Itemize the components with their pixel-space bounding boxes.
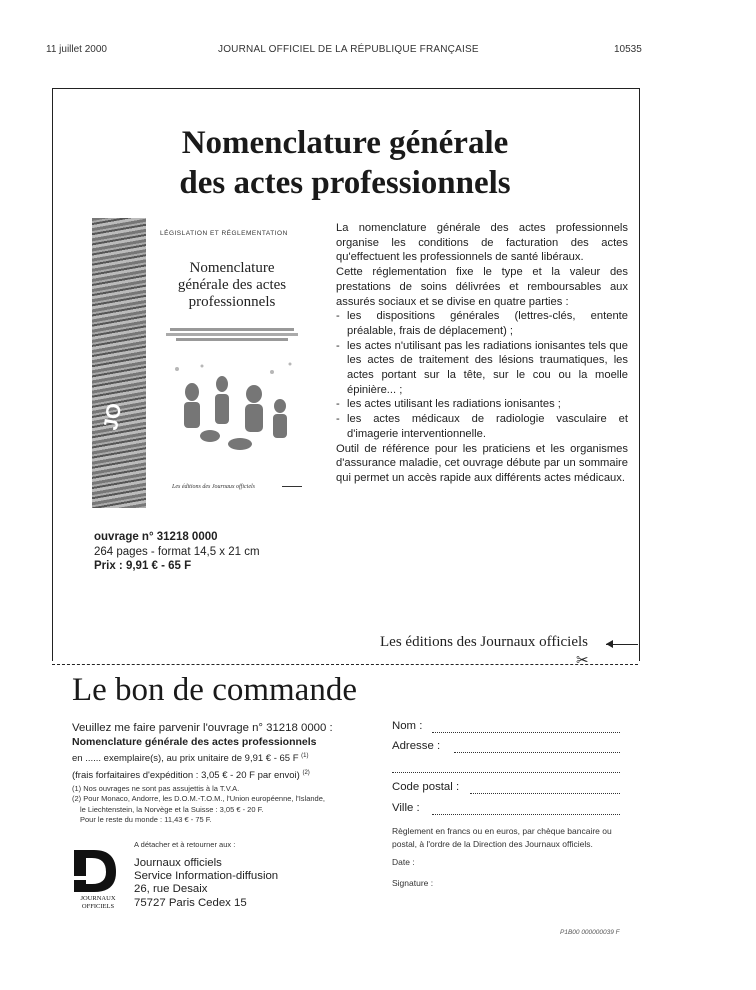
nom-field[interactable]	[432, 722, 620, 733]
editions-signature: Les éditions des Journaux officiels	[380, 634, 589, 650]
header-journal-title: JOURNAL OFFICIEL DE LA RÉPUBLIQUE FRANÇAISE	[218, 44, 479, 55]
svg-text:OFFICIELS: OFFICIELS	[81, 903, 115, 910]
quantity-footnote: (1)	[301, 753, 309, 759]
list-item: - les dispositions générales (lettres-clés, entente préalable, frais de déplacement) ;	[336, 309, 628, 338]
book-spine	[92, 218, 146, 508]
nom-label: Nom :	[392, 720, 423, 732]
adresse-field-line2[interactable]	[392, 762, 620, 773]
cover-illustration	[162, 354, 302, 459]
spine-text: JO	[100, 401, 127, 432]
cover-title-line3: professionnels	[188, 294, 276, 310]
order-book-title: Nomenclature générale des actes professionnels	[72, 736, 317, 748]
shipping-footnote: (2)	[302, 770, 310, 777]
adresse-field[interactable]	[454, 742, 620, 753]
note-2a: (2) Pour Monaco, Andorre, les D.O.M.-T.O.M., l'Union européenne, l'Islande,	[72, 794, 325, 804]
header-page-number: 10535	[614, 44, 642, 55]
address-line1: Journaux officiels	[134, 857, 222, 869]
arrow-left-icon	[606, 640, 613, 648]
cut-line	[52, 664, 638, 665]
return-address	[134, 857, 278, 910]
cover-heading: LÉGISLATION ET RÉGLEMENTATION	[160, 230, 288, 237]
cover-subtitle-blur	[162, 326, 302, 343]
signature-label: Signature :	[392, 877, 434, 888]
ad-title-line1: Nomenclature générale	[181, 125, 509, 161]
book-info	[94, 530, 260, 574]
cover-title-line2: générale des actes	[177, 277, 287, 293]
detach-instruction: A détacher et à retourner aux :	[134, 840, 236, 849]
note-1: (1) Nos ouvrages ne sont pas assujettis à la T.V.A.	[72, 784, 240, 793]
address-line4: 75727 Paris Cedex 15	[134, 896, 247, 909]
reference-code: P1B00 000000039 F	[560, 929, 620, 936]
code-postal-label: Code postal :	[392, 781, 460, 793]
shipping-text: (frais forfaitaires d'expédition : 3,05 € - 20 F par envoi)	[72, 770, 300, 782]
ad-description	[336, 221, 628, 486]
book-format: 264 pages - format 14,5 x 21 cm	[94, 545, 260, 558]
ad-title-line2: des actes professionnels	[179, 165, 511, 201]
quantity-text: en ...... exemplaire(s), au prix unitaire de 9,91 € - 65 F	[72, 753, 299, 765]
order-quantity-line	[72, 749, 372, 766]
order-notes	[72, 784, 382, 826]
description-p1: La nomenclature générale des actes professionnels organise les conditions de facturation des actes qu'effectuent les professionnels de santé libéraux.	[336, 222, 628, 264]
address-line2: Service Information-diffusion	[134, 870, 279, 883]
cover-footer: Les éditions des Journaux officiels	[172, 484, 255, 490]
book-cover-image	[92, 218, 310, 508]
header-date: 11 juillet 2000	[46, 44, 107, 55]
book-price: Prix : 9,91 € - 65 F	[94, 560, 192, 572]
order-form-title: Le bon de commande	[72, 672, 357, 708]
list-item: - les actes médicaux de radiologie vasculaire et d'imagerie interventionnelle.	[336, 412, 628, 441]
description-p3: Outil de référence pour les praticiens et les organismes d'assurance maladie, cet ouvrage débute par un sommaire qui permet un accès rapide aux différents actes médicaux.	[336, 442, 628, 484]
book-reference: ouvrage n° 31218 0000	[94, 531, 218, 543]
list-item: - les actes utilisant les radiations ionisantes ;	[336, 397, 628, 412]
order-request-line: Veuillez me faire parvenir l'ouvrage n° 31218 0000 :	[72, 722, 333, 734]
cover-title	[152, 260, 312, 311]
date-label: Date :	[392, 857, 415, 868]
ville-label: Ville :	[392, 802, 420, 814]
scissors-icon: ✂	[576, 652, 589, 669]
reglement-text: Règlement en francs ou en euros, par chèque bancaire ou postal, à l'ordre de la Direction des Journaux officiels.	[392, 826, 612, 849]
list-item: - les actes n'utilisant pas les radiations ionisantes tels que les actes de traitement des lésions traumatiques, les actes portant sur la tête, sur le cou ou la moelle épinière... ;	[336, 339, 628, 398]
description-p2: Cette réglementation fixe le type et la valeur des prestations de soins délivrées et remboursables aux assurés sociaux et se divise en quatre parties :	[336, 266, 628, 308]
code-postal-field[interactable]	[470, 783, 620, 794]
order-request	[72, 721, 372, 783]
address-line3: 26, rue Desaix	[134, 883, 208, 896]
cover-title-line1: Nomenclature	[189, 260, 275, 276]
description-list	[336, 309, 628, 441]
adresse-label: Adresse :	[392, 740, 441, 752]
svg-text:JOURNAUX: JOURNAUX	[80, 895, 116, 902]
journaux-officiels-logo	[72, 848, 124, 910]
order-shipping-line	[72, 766, 372, 783]
cover-arrow	[282, 486, 302, 487]
payment-instructions	[392, 825, 632, 889]
note-2c: Pour le reste du monde : 11,43 € - 75 F.	[80, 815, 212, 825]
note-2b: le Liechtenstein, la Norvège et la Suisse : 3,05 € - 20 F.	[80, 804, 264, 814]
ville-field[interactable]	[432, 804, 620, 815]
